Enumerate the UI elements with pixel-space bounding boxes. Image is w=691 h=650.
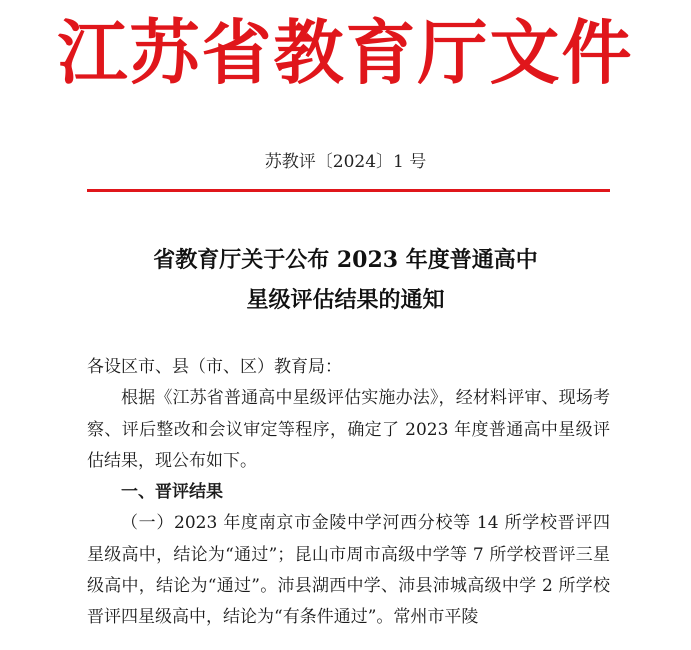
issuer-header: 江苏省教育厅文件 xyxy=(57,11,634,94)
title-line-2: 星级评估结果的通知 xyxy=(246,287,445,313)
document-number: 苏教评〔2024〕1 号 xyxy=(264,152,427,172)
red-divider-line xyxy=(87,189,610,192)
document-body xyxy=(87,352,610,634)
section-heading-1: 一、晋评结果 xyxy=(121,482,223,503)
intro-paragraph: 根据《江苏省普通高中星级评估实施办法》，经材料评审、现场考察、评后整改和会议审定等程序，确定了 2023 年度普通高中星级评估结果，现公布如下。 xyxy=(87,388,610,471)
section-1-paragraph-1: （一）2023 年度南京市金陵中学河西分校等 14 所学校晋评四星级高中，结论为“通过”；昆山市周市高级中学等 7 所学校晋评三星级高中，结论为“通过”。沛县湖西中学、沛县沛城高级中学 2 所学校晋评四星级高中，结论为“有条件通过”。常州市平陵 xyxy=(87,513,610,628)
document-title xyxy=(0,240,691,320)
title-line-1: 省教育厅关于公布 2023 年度普通高中 xyxy=(153,247,538,273)
salutation: 各设区市、县（市、区）教育局： xyxy=(87,357,342,377)
